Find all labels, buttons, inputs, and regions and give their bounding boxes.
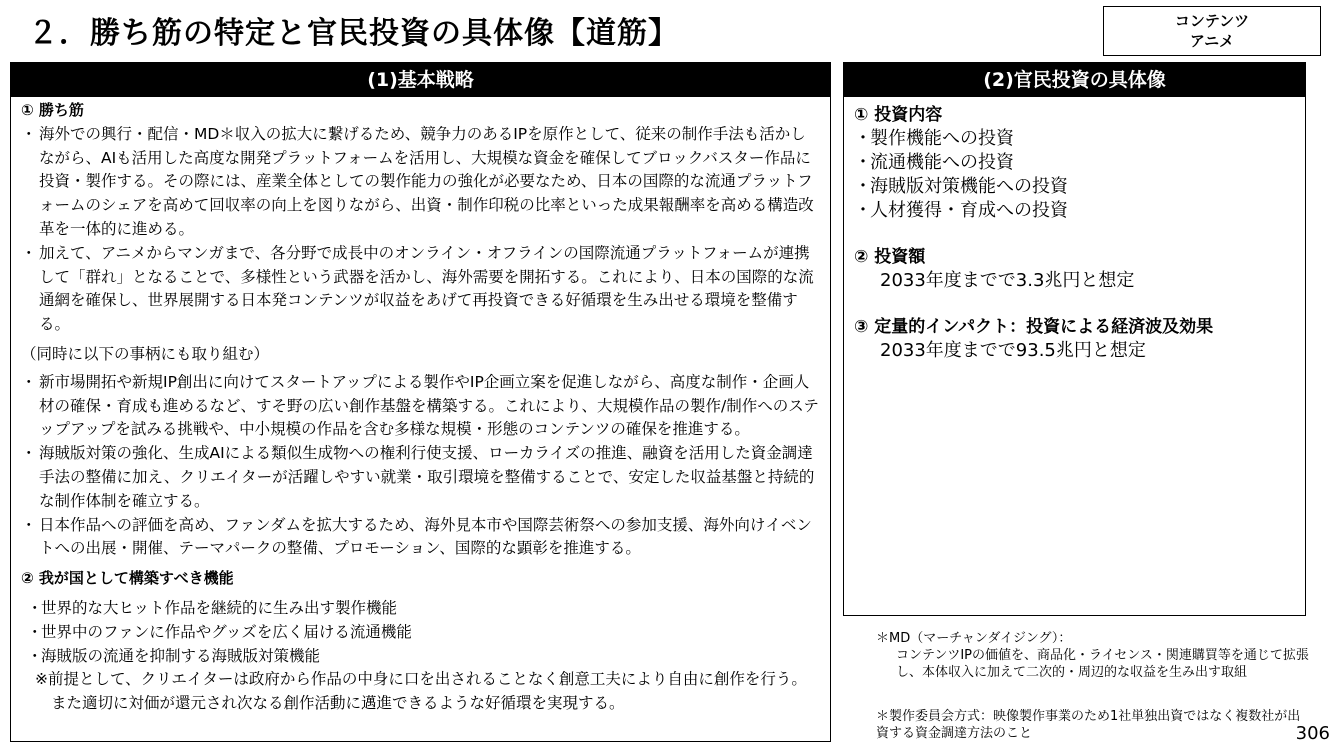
- paragraph-text: 海賊版対策の強化、生成AIによる類似生成物への権利行使支援、ローカライズの推進、融資を活用した資金調達手法の整備に加え、クリエイターが活躍しやすい就業・取引環境を整備することで、安定した収益基盤と持続的な制作体制を確立する。: [39, 444, 815, 510]
- function-text: 海賊版の流通を抑制する海賊版対策機能: [41, 646, 321, 665]
- page-number: 306: [1295, 723, 1330, 744]
- economic-impact-value: 2033年度までで93.5兆円と想定: [880, 340, 1146, 361]
- paragraph-text: 加えて、アニメからマンガまで、各分野で成長中のオンライン・オフラインの国際流通プラットフォームが連携して「群れ」となることで、多様性という武器を活かし、海外需要を開拓する。これにより、日本の国際的な流通網を確保し、世界展開する日本発コンテンツが収益をあげて再投資できる好循環を生み出せる環境を整備する。: [39, 243, 814, 334]
- functions-title: ② 我が国として構築すべき機能: [21, 569, 234, 588]
- investment-item-text: 海賊版対策機能への投資: [870, 176, 1068, 197]
- investment-panel: [843, 62, 1306, 616]
- investment-body: [844, 97, 1305, 363]
- bullet-dot: ・: [27, 598, 43, 617]
- basic-strategy-heading: (1)基本戦略: [11, 63, 830, 97]
- page-title: ２．勝ち筋の特定と官民投資の具体像【道筋】: [28, 16, 679, 51]
- md-footnote-title: ＊MD（マーチャンダイジング）：: [876, 631, 1072, 646]
- bullet-dot: ・: [854, 176, 872, 197]
- investment-item-text: 流通機能への投資: [870, 152, 1014, 173]
- basic-strategy-body: [11, 97, 830, 716]
- bullet-dot: ・: [21, 372, 37, 391]
- md-footnote: [876, 630, 1316, 681]
- function-item: [21, 645, 820, 669]
- bullet-dot: ・: [27, 646, 43, 665]
- paragraph-text: 新市場開拓や新規IP創出に向けてスタートアップによる製作やIP企画立案を促進しながら、高度な制作・企画人材の確保・育成も進めるなど、すそ野の広い創作基盤を構築する。これにより、大規模作品の製作/制作へのステップアップを試みる挑戦や、中小規模の作品を含む多様な規模・形態のコンテンツの確保を推進する。: [39, 372, 819, 439]
- bullet-dot: ・: [21, 444, 37, 463]
- bullet-dot: ・: [27, 622, 43, 641]
- bullet-dot: ・: [21, 124, 37, 143]
- strategy-paragraph: [21, 371, 820, 442]
- economic-impact-title: ③ 定量的インパクト：投資による経済波及効果: [854, 317, 1214, 337]
- category-tag: [1103, 6, 1321, 56]
- investment-item: [854, 199, 1295, 223]
- investment-amount-value: 2033年度までで3.3兆円と想定: [880, 270, 1135, 291]
- paragraph-text: 海外での興行・配信・MD＊収入の拡大に繋げるため、競争力のあるIPを原作として、従来の制作手法も活かしながら、AIも活用した高度な開発プラットフォームを活用し、大規模な資金を確保してブロックバスター作品に投資・製作する。その際には、産業全体としての製作能力の強化が必要なため、日本の国際的な流通プラットフォームのシェアを高めて回収率の向上を図りながら、出資・制作印税の比率といった成果報酬率を高める構造改革を一体的に進める。: [39, 124, 814, 238]
- winning-path-title: ① 勝ち筋: [21, 101, 84, 119]
- bullet-dot: ・: [21, 515, 37, 534]
- bullet-dot: ・: [854, 152, 872, 173]
- premise-note: ※前提として、クリエイターは政府から作品の中身に口を出されることなく創意工夫により自由に創作を行う。また適切に対価が還元され次なる創作活動に邁進できるような好循環を実現する。: [35, 670, 807, 713]
- function-text: 世界的な大ヒット作品を継続的に生み出す製作機能: [41, 598, 398, 617]
- strategy-paragraph: [21, 242, 820, 337]
- function-item: [21, 621, 820, 645]
- strategy-paragraph: [21, 514, 820, 562]
- investment-amount-title: ② 投資額: [854, 247, 926, 267]
- investment-item-text: 製作機能への投資: [870, 128, 1014, 149]
- basic-strategy-panel: [10, 62, 831, 742]
- paragraph-text: 日本作品への評価を高め、ファンダムを拡大するため、海外見本市や国際芸術祭への参加支援、海外向けイベントへの出展・開催、テーマパークの整備、プロモーション、国際的な顕彰を推進する。: [39, 515, 812, 558]
- bullet-dot: ・: [854, 200, 872, 221]
- function-text: 世界中のファンに作品やグッズを広く届ける流通機能: [41, 622, 412, 641]
- investment-heading: (2)官民投資の具体像: [844, 63, 1305, 97]
- bullet-dot: ・: [854, 128, 872, 149]
- bullet-dot: ・: [21, 243, 37, 262]
- investment-item: [854, 127, 1295, 151]
- category-tag-line2: アニメ: [1189, 32, 1235, 50]
- concurrent-note: （同時に以下の事柄にも取り組む）: [21, 344, 270, 363]
- function-item: [21, 597, 820, 621]
- strategy-paragraph: [21, 123, 820, 242]
- committee-footnote: ＊製作委員会方式：映像製作事業のため1社単独出資ではなく複数社が出資する資金調達方法のこと: [876, 709, 1301, 741]
- category-tag-line1: コンテンツ: [1174, 12, 1250, 30]
- investment-item: [854, 175, 1295, 199]
- investment-content-title: ① 投資内容: [854, 105, 943, 125]
- investment-item: [854, 151, 1295, 175]
- strategy-paragraph: [21, 442, 820, 513]
- md-footnote-body: コンテンツIPの価値を、商品化・ライセンス・関連購買等を通じて拡張し、本体収入に加えて二次的・周辺的な収益を生み出す取組: [896, 648, 1309, 680]
- investment-item-text: 人材獲得・育成への投資: [870, 200, 1068, 221]
